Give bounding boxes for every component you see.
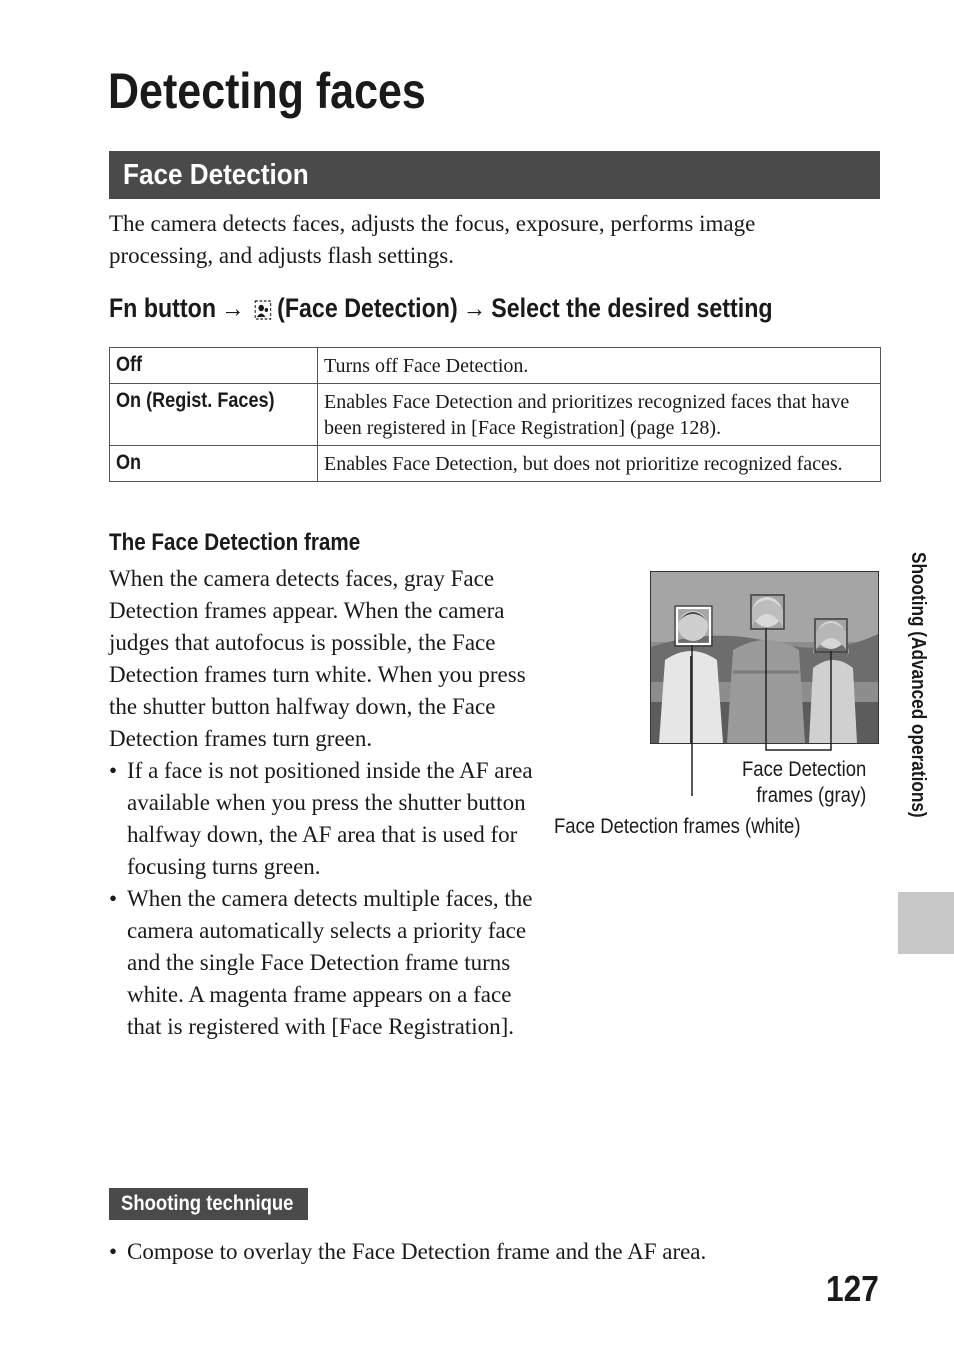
side-tab xyxy=(891,552,931,872)
page-title: Detecting faces xyxy=(108,63,426,119)
shooting-technique-label: Shooting technique xyxy=(109,1188,308,1220)
menu-path-select: Select the desired setting xyxy=(491,293,773,323)
option-on-regist-faces: On (Regist. Faces) xyxy=(116,389,275,412)
side-tab-label: Shooting (Advanced operations) xyxy=(907,552,929,818)
table-row xyxy=(110,446,881,482)
section-heading-bar xyxy=(109,151,880,199)
face-detection-icon xyxy=(255,300,272,320)
option-off: Off xyxy=(116,353,143,376)
caption-white-frames: Face Detection frames (white) xyxy=(554,815,801,838)
frame-section-body xyxy=(109,563,539,1043)
list-item: • When the camera detects multiple faces, the camera automatically selects a priority face and the single Face Detection frame turns white. A magenta frame appears on a face that is registered with [Face Registration]. xyxy=(109,883,539,1043)
arrow-icon: → xyxy=(221,293,245,323)
option-description: Enables Face Detection, but does not prioritize recognized faces. xyxy=(318,446,881,482)
list-item: • Compose to overlay the Face Detection frame and the AF area. xyxy=(109,1236,869,1268)
arrow-icon: → xyxy=(462,293,487,323)
option-description: Enables Face Detection and prioritizes recognized faces that have been registered in [Face Registration] (page 128). xyxy=(318,384,881,446)
shooting-technique-body xyxy=(109,1236,869,1268)
frame-section-heading: The Face Detection frame xyxy=(109,529,361,556)
photo-illustration xyxy=(651,572,878,743)
option-on: On xyxy=(116,451,142,474)
frame-section-paragraph: When the camera detects faces, gray Face Detection frames appear. When the camera judges that autofocus is possible, the Face Detection frames turn white. When you press the shutter button halfway down, the Face Detection frames turn green. xyxy=(109,566,526,751)
option-description: Turns off Face Detection. xyxy=(318,348,881,384)
menu-path xyxy=(109,293,773,324)
face-detection-photo xyxy=(650,571,879,744)
menu-path-face-detection: (Face Detection) xyxy=(277,293,458,323)
caption-gray-frames: Face Detection frames (gray) xyxy=(742,758,867,807)
page-number: 127 xyxy=(826,1268,879,1309)
section-heading: Face Detection xyxy=(123,159,309,191)
frame-bullet-list xyxy=(109,755,539,1043)
side-tab-marker xyxy=(898,892,954,954)
menu-path-fn: Fn button xyxy=(109,293,217,323)
intro-paragraph: The camera detects faces, adjusts the focus, exposure, performs image processing, and adjusts flash settings. xyxy=(109,211,756,268)
table-row xyxy=(110,348,881,384)
table-row xyxy=(110,384,881,446)
settings-table xyxy=(109,347,881,482)
list-item: • If a face is not positioned inside the AF area available when you press the shutter button halfway down, the AF area that is used for focusing turns green. xyxy=(109,755,539,883)
